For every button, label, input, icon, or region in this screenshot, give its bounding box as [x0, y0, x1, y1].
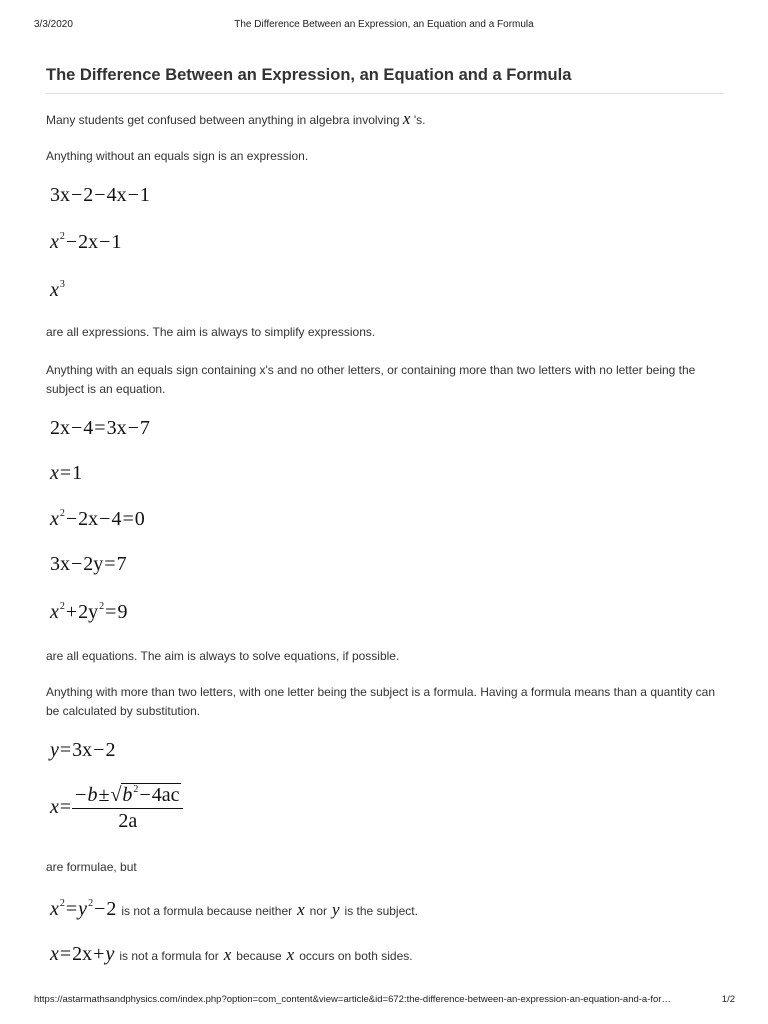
expression-2: $x^2-2x-1$	[50, 231, 122, 253]
equation-2: x=1	[50, 462, 83, 484]
intro-end: 's.	[413, 113, 426, 127]
non-formula-1-var-y: y	[332, 900, 340, 919]
footer-url: https://astarmathsandphysics.com/index.php?option=com_content&view=article&id=672:the-difference-between-an-expression-an-equation-and-a-for…	[34, 994, 671, 1005]
intro-text: Many students get confused between anything in algebra involving	[46, 113, 400, 127]
non-formula-2-var-x1: x	[223, 945, 232, 964]
non-formula-1-var-x: x	[297, 900, 305, 919]
non-formula-1-text-b: nor	[309, 904, 327, 918]
non-formula-2-text-b: because	[236, 949, 282, 963]
non-formula-2-var-x2: x	[286, 945, 295, 964]
equation-3: $x^2-2x-4=0$	[50, 508, 145, 530]
expression-definition: Anything without an equals sign is an expression.	[46, 149, 309, 163]
footer-page-number: 1/2	[721, 994, 735, 1005]
formula-2: x= $\frac{-b\pm√b^2-4ac}{2a}$	[50, 784, 183, 833]
equation-5: $x^2+2y^2=9$	[50, 601, 128, 623]
equation-definition: Anything with an equals sign containing x's and no other letters, or containing more than two letters with no letter being the subject is an equation.	[46, 363, 696, 396]
formula-definition: Anything with more than two letters, with one letter being the subject is a formula. Having a formula means than a quantity can be calculated by substitution.	[46, 685, 716, 718]
formula-1: y=3x−2	[50, 739, 116, 761]
expression-1: 3x−2−4x−1	[50, 184, 150, 206]
expression-summary: are all expressions. The aim is always to simplify expressions.	[46, 325, 376, 339]
intro-variable: x	[402, 109, 411, 128]
non-formula-1-text-c: is the subject.	[344, 904, 418, 918]
non-formula-1: $x^2=y^2-2$ is not a formula because neither x nor y is the subject.	[50, 898, 418, 920]
intro-paragraph	[46, 109, 724, 130]
title-divider	[46, 93, 724, 94]
non-formula-1-text-a: is not a formula because neither	[121, 904, 293, 918]
formula-summary: are formulae, but	[46, 860, 137, 874]
header-title: The Difference Between an Expression, an Equation and a Formula	[234, 19, 534, 30]
expression-3: $x^3$	[50, 279, 65, 301]
non-formula-2: x=2x+y is not a formula for x because x occurs on both sides.	[50, 943, 413, 965]
non-formula-2-text-a: is not a formula for	[119, 949, 219, 963]
non-formula-2-text-c: occurs on both sides.	[299, 949, 413, 963]
header-date: 3/3/2020	[34, 19, 73, 30]
equation-summary: are all equations. The aim is always to solve equations, if possible.	[46, 649, 400, 663]
article-title: The Difference Between an Expression, an Equation and a Formula	[46, 66, 572, 84]
quadratic-fraction: $\frac{-b\pm√b^2-4ac}{2a}$	[72, 784, 183, 833]
equation-4: 3x−2y=7	[50, 553, 127, 575]
equation-1: 2x−4=3x−7	[50, 417, 150, 439]
